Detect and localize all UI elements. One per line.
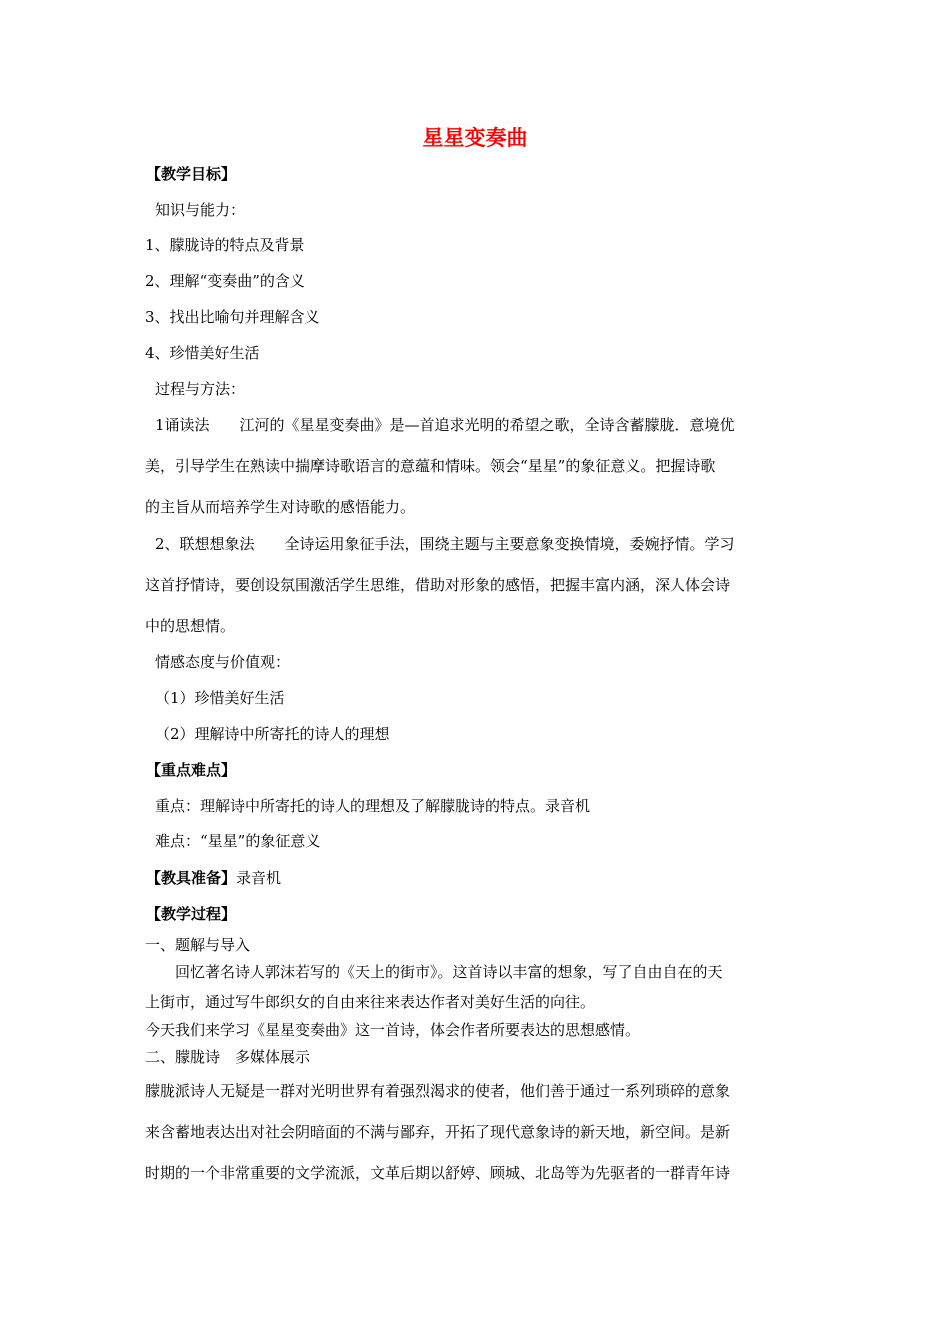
tools-row <box>146 868 811 888</box>
part1-line: 上街市，通过写牛郎织女的自由来往来表达作者对美好生活的向往。 <box>145 993 596 1011</box>
part2-line: 来含蓄地表达出对社会阴暗面的不满与鄙弃，开拓了现代意象诗的新天地，新空间。是新 <box>145 1123 731 1141</box>
method2-line: 中的思想情。 <box>145 617 236 635</box>
key-heading: 【重点难点】 <box>146 761 237 779</box>
knowledge-item: 2、理解“变奏曲”的含义 <box>145 272 305 290</box>
process-label: 过程与方法： <box>155 380 246 398</box>
part2-line: 时期的一个非常重要的文学流派，文革后期以舒婷、顾城、北岛等为先驱者的一群青年诗 <box>145 1164 731 1182</box>
knowledge-item: 3、找出比喻句并理解含义 <box>145 308 320 326</box>
method1-line: 的主旨从而培养学生对诗歌的感悟能力。 <box>145 498 416 516</box>
tools-heading: 【教具准备】 <box>146 869 237 887</box>
knowledge-label: 知识与能力： <box>155 201 246 219</box>
goals-heading: 【教学目标】 <box>146 165 237 183</box>
method1-line: 1诵读法 江河的《星星变奏曲》是—首追求光明的希望之歌，全诗含蓄朦胧．意境优 <box>155 416 735 434</box>
part1-line: 回忆著名诗人郭沫若写的《天上的街市》。这首诗以丰富的想象，写了自由自在的天 <box>145 963 723 981</box>
method2-line: 这首抒情诗，要创设氛围激活学生思维，借助对形象的感悟，把握丰富内涵，深人体会诗 <box>145 576 731 594</box>
knowledge-item: 4、珍惜美好生活 <box>145 344 260 362</box>
difficulty-point: 难点：“星星”的象征意义 <box>155 832 321 850</box>
method1-line: 美，引导学生在熟读中揣摩诗歌语言的意蕴和情味。领会“星星”的象征意义。把握诗歌 <box>145 457 716 475</box>
emotion-label: 情感态度与价值观： <box>155 653 291 671</box>
emotion-item: （2）理解诗中所寄托的诗人的理想 <box>155 725 390 743</box>
part1-line: 今天我们来学习《星星变奏曲》这一首诗，体会作者所要表达的思想感情。 <box>145 1021 641 1039</box>
process-heading: 【教学过程】 <box>146 905 237 923</box>
method2-line: 2、联想想象法 全诗运用象征手法，围绕主题与主要意象变换情境，委婉抒情。学习 <box>155 535 735 553</box>
document-title: 星星变奏曲 <box>422 126 528 150</box>
knowledge-item: 1、朦胧诗的特点及背景 <box>145 236 305 254</box>
part1-title: 一、题解与导入 <box>145 936 251 954</box>
key-point: 重点：理解诗中所寄托的诗人的理想及了解朦胧诗的特点。录音机 <box>155 797 591 815</box>
part2-line: 朦胧派诗人无疑是一群对光明世界有着强烈渴求的使者，他们善于通过一系列琐碎的意象 <box>145 1082 731 1100</box>
tools-value: 录音机 <box>236 869 282 887</box>
part2-title: 二、朦胧诗 多媒体展示 <box>145 1048 311 1066</box>
emotion-item: （1）珍惜美好生活 <box>155 689 285 707</box>
